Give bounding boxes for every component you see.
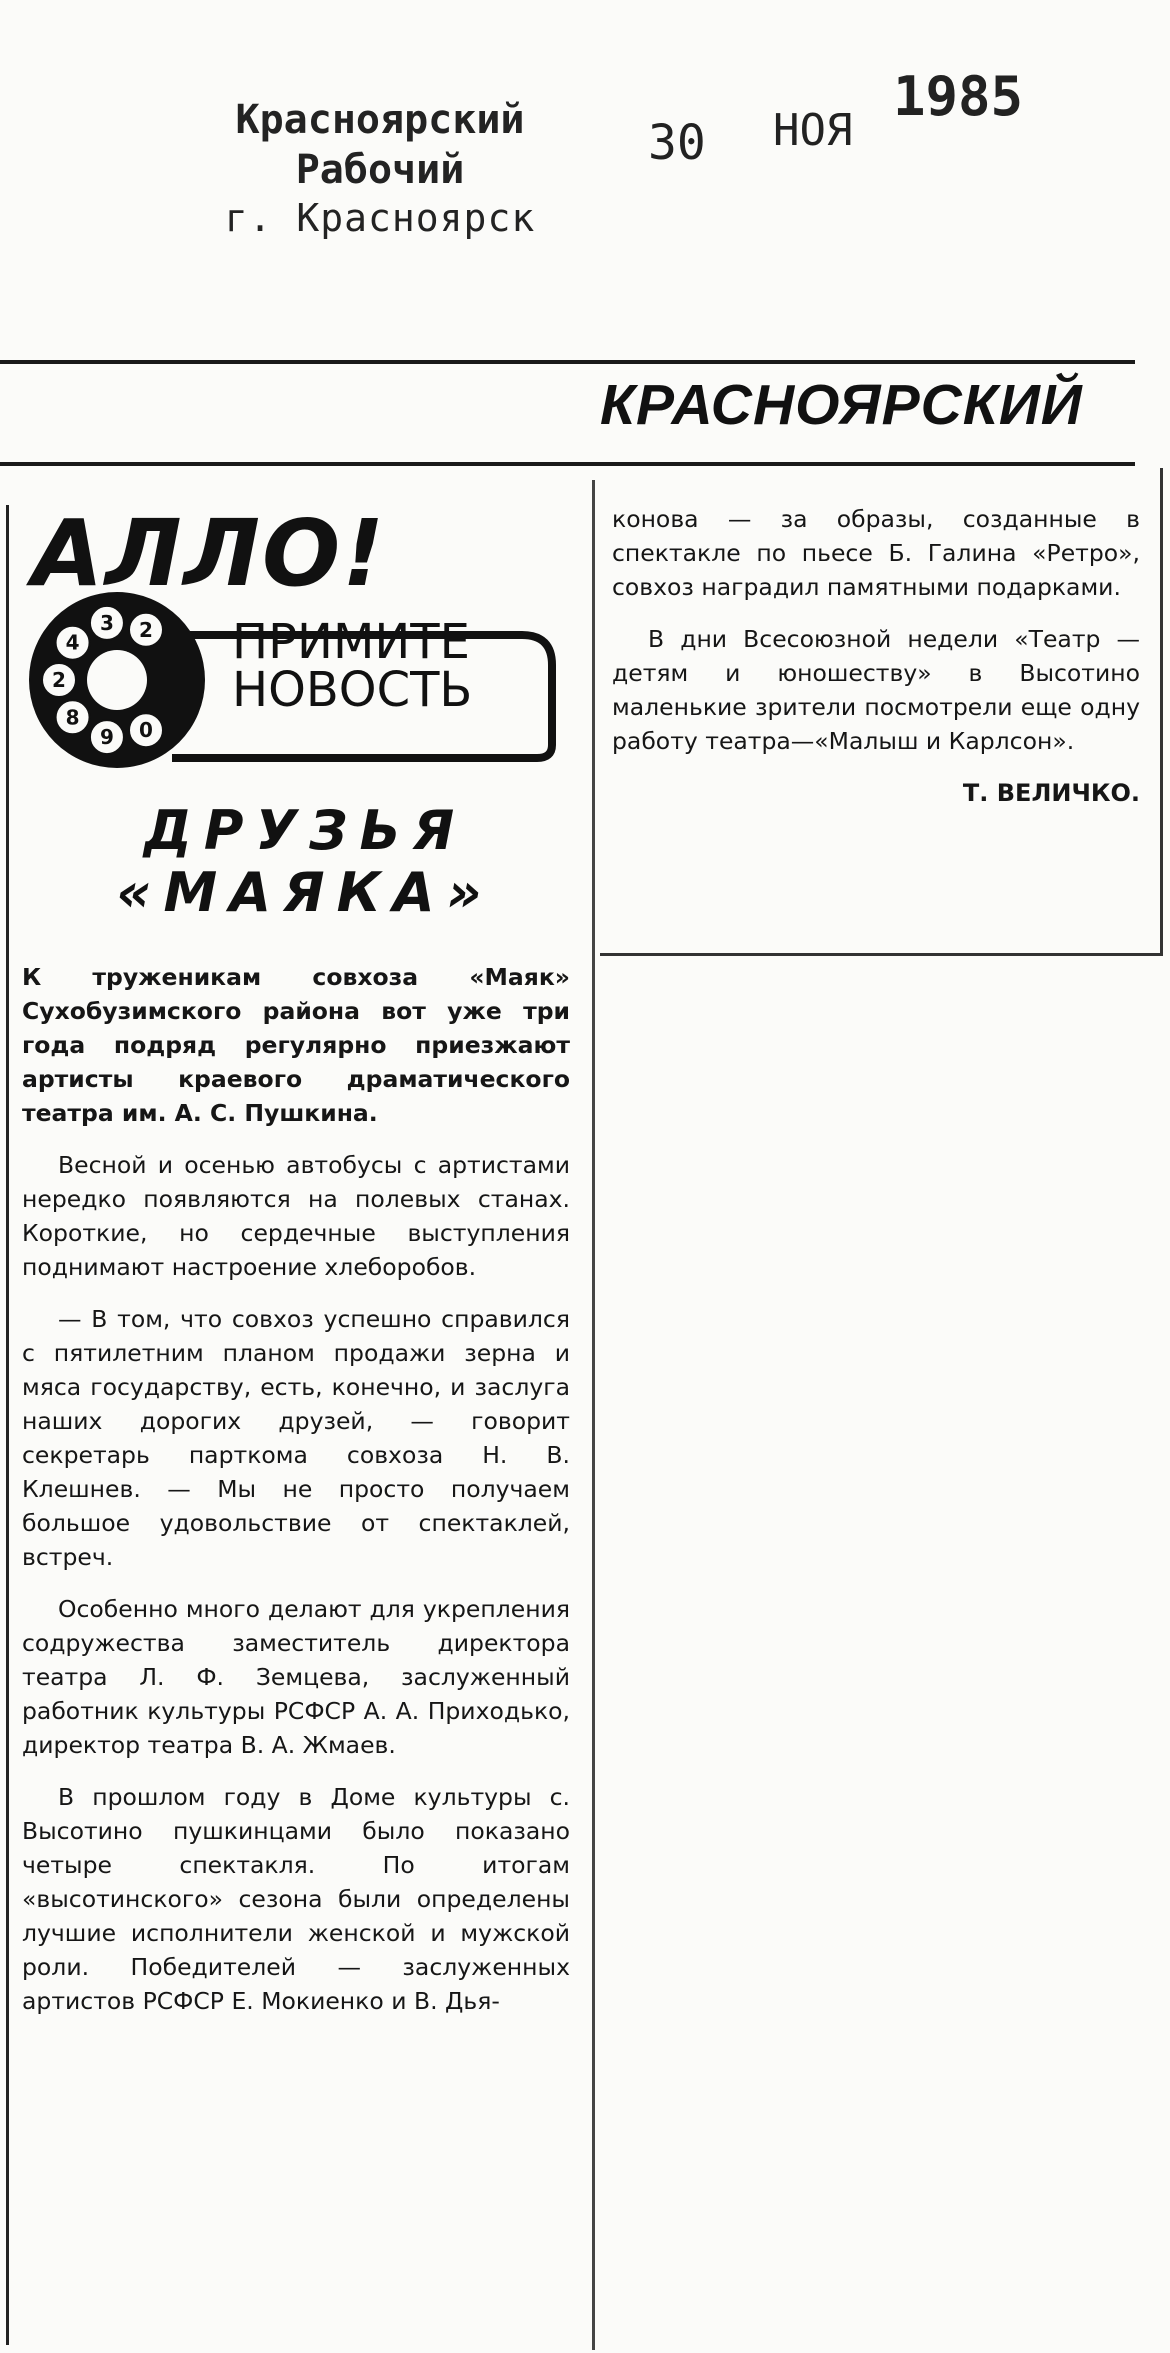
headline-line1: ДРУЗЬЯ — [143, 799, 467, 862]
dial-digit: 0 — [139, 718, 153, 743]
article-paragraph: Особенно много делают для укрепления содружества заместитель директора театра Л. Ф. Земцева, заслуженный работник культуры РСФСР А. А. Приходько, директор театра В. А. Жмаев. — [22, 1595, 570, 1759]
stamp-day: 30 — [648, 115, 706, 171]
dial-digit: 3 — [99, 610, 114, 635]
masthead-rule-top — [0, 360, 1135, 364]
dial-digit: 4 — [65, 630, 80, 655]
article-left-column — [22, 960, 570, 2036]
headline-line2: «МАЯКА» — [116, 861, 494, 925]
rubric-subtitle — [232, 614, 473, 718]
clipping-date-stamp — [648, 65, 1024, 175]
rubric-subtitle-line2: НОВОСТЬ — [232, 662, 473, 718]
rubric-logo — [22, 500, 562, 770]
article-paragraph: В прошлом году в Доме культуры с. Высотино пушкинцами было показано четыре спектакля. По итогам «высотинского» сезона были определены лучшие исполнители женской и мужской роли. Победителей — заслуженных артистов РСФСР Е. Мокиенко и В. Дья- — [22, 1783, 570, 2015]
left-column-border — [6, 505, 9, 2345]
article-headline — [40, 800, 570, 924]
rubric-title: АЛЛО! — [32, 500, 387, 607]
article-paragraph: В дни Всесоюзной недели «Театр — детям и юношеству» в Высотино маленькие зрители посмотрели еще одну работу театра—«Малыш и Карлсон». — [612, 625, 1140, 755]
article-paragraph: — В том, что совхоз успешно справился с пятилетним планом продажи зерна и мяса государству, есть, конечно, и заслуга наших дорогих друзей, — говорит секретарь парткома совхоза Н. В. Клешнев. — Мы не просто получаем большое удовольствие от спектаклей, встреч. — [22, 1305, 570, 1571]
column-divider — [592, 480, 595, 2350]
article-continuation: конова — за образы, созданные в спектакле по пьесе Б. Галина «Ретро», совхоз наградил памятными подарками. — [612, 505, 1140, 601]
masthead-rule-bottom — [0, 462, 1135, 466]
newspaper-title: КРАСНОЯРСКИЙ — [600, 373, 1083, 437]
stamp-newspaper-name: Красноярский Рабочий — [235, 97, 525, 193]
dial-digit: 2 — [52, 668, 66, 692]
article-lead: К труженикам совхоза «Маяк» Сухобузимского района вот уже три года подряд регулярно приезжают артисты краевого драматического театра им. А. С. Пушкина. — [22, 963, 570, 1127]
dial-digit: 2 — [139, 617, 153, 642]
stamp-year: 1985 — [893, 65, 1024, 128]
article-paragraph: Весной и осенью автобусы с артистами нередко появляются на полевых станах. Короткие, но сердечные выступления поднимают настроение хлеборобов. — [22, 1151, 570, 1281]
rubric-subtitle-line1: ПРИМИТЕ — [232, 614, 470, 670]
stamp-month: НОЯ — [773, 105, 853, 156]
stamp-city: г. Красноярск — [224, 196, 536, 240]
clipping-source-stamp — [150, 95, 610, 243]
dial-digit: 9 — [99, 725, 114, 750]
dial-digit: 8 — [65, 705, 80, 730]
article-author: Т. ВЕЛИЧКО. — [962, 779, 1140, 807]
article-right-column — [612, 502, 1140, 810]
